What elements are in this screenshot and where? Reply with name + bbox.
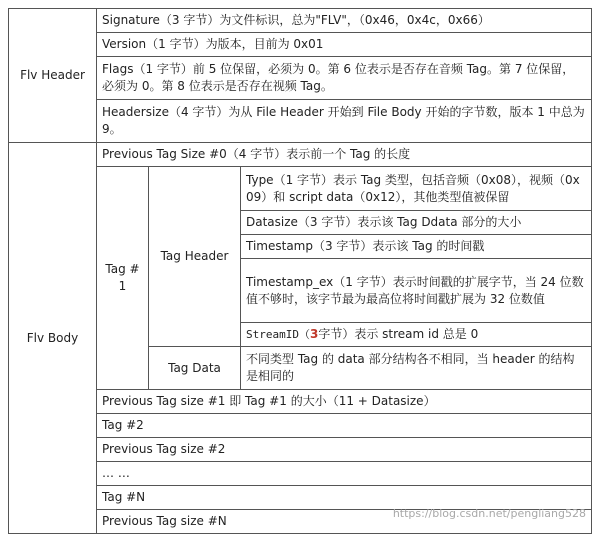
flv-body-label: Flv Body bbox=[9, 143, 97, 534]
tag-header-label: Tag Header bbox=[149, 167, 241, 347]
tag-n-row: Tag #N bbox=[97, 486, 592, 510]
previous-tag-size-2-row: Previous Tag size #2 bbox=[97, 438, 592, 462]
headersize-row: Headersize（4 字节）为从 File Header 开始到 File Body 开始的字节数，版本 1 中总为 9。 bbox=[97, 100, 592, 143]
streamid-row bbox=[241, 323, 592, 347]
streamid-name: StreamID（ bbox=[246, 328, 310, 341]
flags-row: Flags（1 字节）前 5 位保留，必须为 0。第 6 位表示是否存在音频 Tag。第 7 位保留，必须为 0。第 8 位表示是否存在视频 Tag。 bbox=[97, 57, 592, 100]
flv-header-label: Flv Header bbox=[9, 9, 97, 143]
ellipsis-row: … … bbox=[97, 462, 592, 486]
timestamp-ex-row: Timestamp_ex（1 字节）表示时间戳的扩展字节，当 24 位数值不够时，该字节最为最高位将时间戳扩展为 32 位数值 bbox=[241, 259, 592, 323]
previous-tag-size-n-row: Previous Tag size #N bbox=[97, 510, 592, 534]
type-row: Type（1 字节）表示 Tag 类型，包括音频（0x08），视频（0x09）和 script data（0x12），其他类型值被保留 bbox=[241, 167, 592, 211]
tag1-label: Tag #1 bbox=[97, 167, 149, 390]
previous-tag-size-1-row: Previous Tag size #1 即 Tag #1 的大小（11 + Datasize） bbox=[97, 390, 592, 414]
streamid-rest: 字节）表示 stream id 总是 0 bbox=[318, 327, 479, 341]
previous-tag-size-0-row: Previous Tag Size #0（4 字节）表示前一个 Tag 的长度 bbox=[97, 143, 592, 167]
tag2-row: Tag #2 bbox=[97, 414, 592, 438]
signature-row: Signature（3 字节）为文件标识，总为"FLV"，（0x46，0x4c，0x66） bbox=[97, 9, 592, 33]
flv-structure-table bbox=[8, 8, 592, 534]
watermark-text: https://blog.csdn.net/pengliang528 bbox=[392, 507, 586, 520]
tag-data-label: Tag Data bbox=[149, 347, 241, 390]
version-row: Version（1 字节）为版本，目前为 0x01 bbox=[97, 33, 592, 57]
streamid-number: 3 bbox=[309, 327, 319, 341]
datasize-row: Datasize（3 字节）表示该 Tag Ddata 部分的大小 bbox=[241, 211, 592, 235]
tag-data-row: 不同类型 Tag 的 data 部分结构各不相同，当 header 的结构是相同的 bbox=[241, 347, 592, 390]
timestamp-row: Timestamp（3 字节）表示该 Tag 的时间戳 bbox=[241, 235, 592, 259]
